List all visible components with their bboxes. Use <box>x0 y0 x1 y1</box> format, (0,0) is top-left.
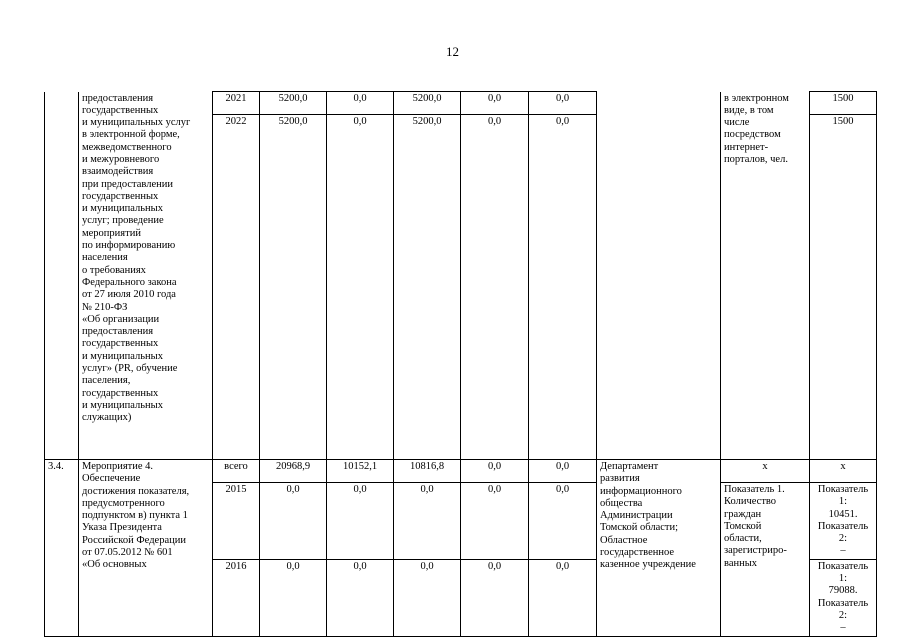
other-cell: 0,0 <box>529 115 597 460</box>
regional-cell: 10816,8 <box>394 460 461 483</box>
row-number-cell: 3.4. <box>45 460 79 637</box>
indicator-description: Показатель 1. Количество граждан Томской области, зарегистриро- ванных <box>721 483 810 637</box>
regional-cell: 5200,0 <box>394 92 461 115</box>
year-cell: 2022 <box>213 115 260 460</box>
executor-cell <box>597 92 721 460</box>
other-cell: 0,0 <box>529 460 597 483</box>
year-cell: 2016 <box>213 559 260 636</box>
indicator-value: 1500 <box>810 92 877 115</box>
executor-cell: Департамент развития информационного общества Администрации Томской области; Областное государственное казенное учреждение <box>597 460 721 637</box>
year-cell: 2021 <box>213 92 260 115</box>
federal-cell: 0,0 <box>327 115 394 460</box>
local-cell: 0,0 <box>461 460 529 483</box>
indicator-value: Показатель 1: 10451. Показатель 2: – <box>810 483 877 560</box>
measure-description: Мероприятие 4. Обеспечение достижения показателя, предусмотренного подпунктом в) пункта 1 Указа Президента Российской Федерации от 07.05.2012 № 601 «Об основных <box>79 460 213 637</box>
total-cell: 0,0 <box>260 483 327 560</box>
federal-cell: 10152,1 <box>327 460 394 483</box>
federal-cell: 0,0 <box>327 559 394 636</box>
local-cell: 0,0 <box>461 559 529 636</box>
total-cell: 5200,0 <box>260 115 327 460</box>
measure-description: предоставления государственных и муниципальных услуг в электронной форме, межведомственного и межуровневого взаимодействия при предоставлении государственных и муниципальных услуг; проведение мероприятий по информированию населения о требованиях Федерального закона от 27 июля 2010 года № 210-ФЗ «Об организации предоставления государственных и муниципальных услуг» (PR, обучение паселения, государственных и муниципальных служащих) <box>79 92 213 460</box>
table-row <box>45 92 877 115</box>
other-cell: 0,0 <box>529 483 597 560</box>
indicator-value: Показатель 1: 79088. Показатель 2: – <box>810 559 877 636</box>
regional-cell: 0,0 <box>394 559 461 636</box>
year-cell: всего <box>213 460 260 483</box>
other-cell: 0,0 <box>529 92 597 115</box>
page-number: 12 <box>446 44 459 59</box>
indicator-value: x <box>810 460 877 483</box>
row-number-cell <box>45 92 79 460</box>
federal-cell: 0,0 <box>327 92 394 115</box>
local-cell: 0,0 <box>461 115 529 460</box>
federal-cell: 0,0 <box>327 483 394 560</box>
indicator-description: в электронном виде, в том числе посредством интернет- порталов, чел. <box>721 92 810 460</box>
total-cell: 20968,9 <box>260 460 327 483</box>
table-row <box>45 460 877 483</box>
regional-cell: 5200,0 <box>394 115 461 460</box>
program-table <box>44 91 877 637</box>
total-cell: 5200,0 <box>260 92 327 115</box>
indicator-description: x <box>721 460 810 483</box>
year-cell: 2015 <box>213 483 260 560</box>
local-cell: 0,0 <box>461 483 529 560</box>
regional-cell: 0,0 <box>394 483 461 560</box>
other-cell: 0,0 <box>529 559 597 636</box>
local-cell: 0,0 <box>461 92 529 115</box>
total-cell: 0,0 <box>260 559 327 636</box>
indicator-value: 1500 <box>810 115 877 460</box>
